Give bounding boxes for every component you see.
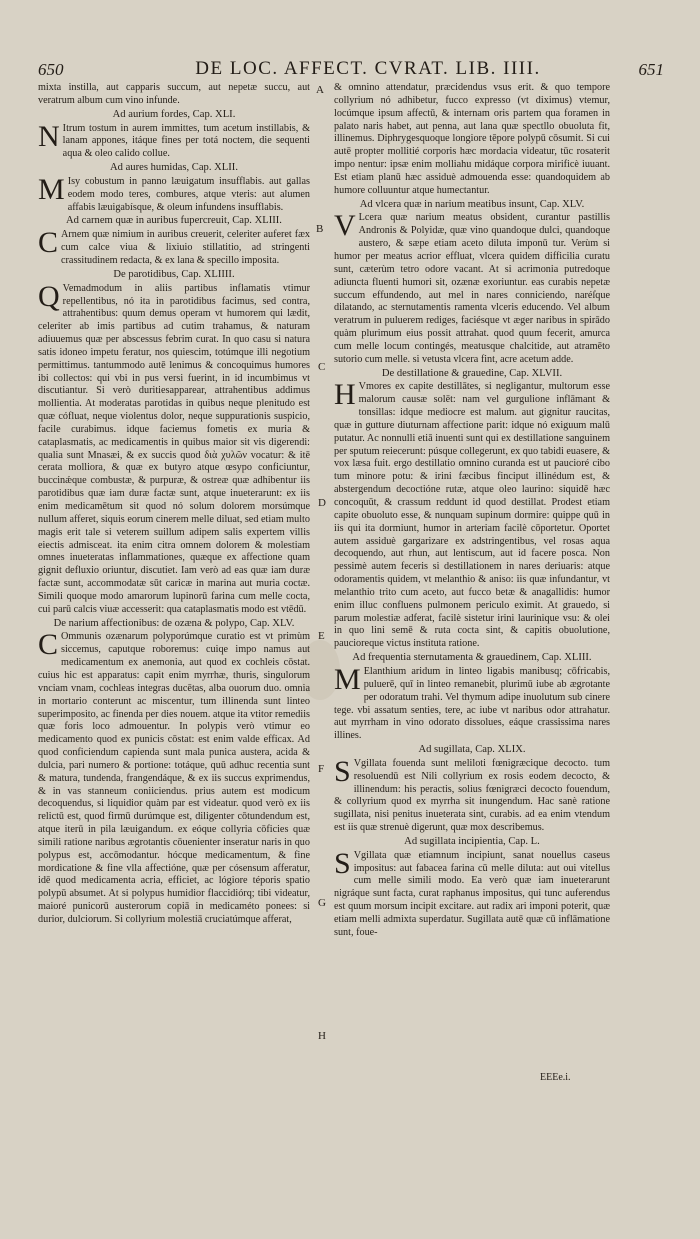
page-number-right: 651	[638, 60, 664, 79]
paragraph	[38, 119, 310, 162]
paragraph-text: Vemadmodum in aliis partibus inflamatis vtimur repellentibus, nó ita in parotidibus facimus, sed contra, attrahentibus: quum demus operam vt humorem qui lædit, celeriter ab imis partibus ad cutim trahamus, & naturam adiuuemus quæ per abscessus febrim curat. In quo casu si natura satis idoneo impetu feratur, nos quiescim, totúmque illi negotium permittimus. tantummodo autē lenimus & concoquimus humores ibi collectos: qui vbi in pus versi fuerint, in id incumbimus vt discutiantur. Si verò duritiesapparear, attrahentibus addimus mollientia. At moderatas parotidas in quibus neque plenitudo est quæ cófluat, neque violentus dolor, neque suppurationis suspicio, facile curabimus. idque faciemus fometis ex muria & cataplasmatis, ac medicamentis in quibus maior sit vis digerendi: qualia sunt Mnasæi, & ex succis quod διὰ χυλῶν vocatur: & itē cerata molliora, & quæ ex butyro atque œsypo conficiuntur, buccinǽque combustæ, & purpuræ, & ostreæ quæ adhibentur iis parotidibus quæ iam duræ factæ sunt, atque inueterarunt: ex iis enim medicamētum sit quod nó solum dolorem morsúmque nullum afferet, siquis eorum cinerem melle diluat, sed etiam multo magis erit tale si veterem suillum adipem salis expertem villis eiectis admisceat. ita enim citra omnem dolorem & molestiam omnes inueteratas inflammationes, quæque ex affectione quam gignit defluxio oriuntur, discutiet. Iam verò ad eas quæ iam duræ factæ sunt, accommodatæ sūt caricæ in marina aut muria coctæ. Simili quoque modo amarorum lupinorū farina cum melle cocta, cui parū calcis viuæ accesserit: qua cataplasmatis modo est vtēdū.	[38, 282, 310, 615]
paragraph-text: Vmores ex capite destillātes, si negligantur, multorum esse malorum causæ solēt: nam vel gurgulione inflāmant & tonsillas: idque mediocre est malum. aut gignitur raucitas, quæ in gutture diuturnam affectione parit: idque nó exiguum malū putatur. Ac nonnulli etiā inuenti sunt qui ex destillatione sanguinem per sputum reiecerunt: púsque collegerunt, ex quo tabidi euasere, & vox læsa fuit. ergo destillatio omnino curanda est ut paucioré cibo tum minore potu: & irini fæcibus finciput illinédum est, & abstergendum decoctióne rutæ, atque oleo laurino: siquidē hæc concoquūt, & crassum reddunt id quod destillat. Prodest etiam capite obuoluto esse, & nunquam supinum dormire: quippe quū in iis qui ita dormiunt, humor in arteriam facilè cōportetur. Oportet autem assiduè gargarizare ex adstringentibus, vel rosas aqua decoquendo, aut rhun, aut lentiscum, aut id facere posca. Non pessimè autem feceris si destillationem in nares deriuaris: atque odoramentis quidem, vt melanthio & aniso: iis quæ infundantur, vt melanthio trito cum aceto, aut fucco betæ & anagallidis: humor enim illuc confluens pulmonem periculo eximit. At grauedo, si parum molestiæ adferat, facilè sistetur irini laurinique vsu: & olei in quo lini semē & ruta cocta sint, & capitis obuolutione, paucioreque victus instituta ratione.	[334, 381, 610, 650]
drop-cap: M	[38, 172, 65, 206]
chapter-heading: Ad aurium fordes, Cap. XLI.	[112, 108, 236, 120]
paragraph-text: Isy cobustum in panno læuigatum insufflabis. aut gallas eodem modo teres, combures, atque vteris: aut alumen affabis læuigabísque, & oleum infundens insufflabis.	[67, 175, 310, 213]
drop-cap: M	[334, 662, 361, 696]
margin-letter: C	[318, 361, 326, 373]
page-number-left: 650	[38, 60, 64, 79]
chapter-heading: Ad vlcera quæ in narium meatibus insunt, Cap. XLV.	[359, 198, 585, 210]
margin-letter: B	[316, 223, 324, 235]
chapter-heading: Ad aures humidas, Cap. XLII.	[110, 162, 238, 174]
chapter-heading: Ad carnem quæ in auribus fupercreuit, Cap. XLIII.	[66, 215, 282, 227]
chapter-heading: De destillatione & grauedine, Cap. XLVII.	[381, 367, 563, 379]
chapter-heading: Ad sugillata, Cap. XLIX.	[418, 744, 526, 756]
drop-cap: S	[334, 846, 351, 880]
margin-letter: G	[318, 897, 326, 909]
running-title: DE LOC. AFFECT. CVRAT. LIB. IIII.	[195, 58, 541, 79]
paragraph-text: Ommunis ozænarum polyporúmque curatio est vt primùm siccemus, caputque roboremus: cuiqe impo namus aut medicamentum ex anemonia, aut quod ex cochleis cōstat. cuius hic est apparatus: capit enim myrrhæ, thuris, singulorum vnciam vnam, cochleas integras ducētas, alba ouorum duo. omnia in mortario conterunt ac miscentur, tum illinenda sunt linteo superimposito, ac finenda per dies nouem. atque ita vtitor remediis quæ foris loco admouentur. In polypis verò vtimur eo medicamento quod ex punicis cōstat: est enim valde efficax. Ad quod conficiendum capienda sunt mala punica austera, acida & dulcia, pari numero & portione: totáque, quū adhuc recentia sunt & matura, tundenda, frangendáque, & ex iis succus exprimendus, & in vas stanneum coniiciendus. prius autem est modicum decoquendus, si liquidior quàm par est videatur. quod verò ex iis relictū est, quod firmū durúmque est, diligenter cōtundendum est, atque iterū in pila læuigandum. ex eóque collyria cōficies quæ simili ratione naribus ægrotantis cōuenienter inseratur naris in quo polypus est, accōmodantur. hócque medicamentum, & fine mordicatione & fine vlla affectióne, quæ per cósensum afferatur, idē quod medicamenta acria, efficiet, ac lógiore téporis spatio polypū absumet. At si polypus humidior flaccidiórq; tibi videatur, maioré punicorū austerorum copiā in medicaméto ponees: si durior, dulciorum. Si collyrium molestiā cruciatúmque afferat,	[38, 631, 310, 925]
paragraph	[334, 209, 610, 366]
drop-cap: V	[334, 209, 356, 243]
chapter-heading: Ad frequentia sternutamenta & grauedinem, Cap. XLIII.	[352, 652, 592, 664]
margin-letter: H	[318, 1030, 326, 1042]
paragraph-text: Arnem quæ nimium in auribus creuerit, celeriter auferet fæx cum calce viua & lixiuio stillatitio, ad stringenti crassitudinem redacta, & ex lana & specillo imposita.	[61, 229, 310, 266]
left-column	[38, 82, 310, 928]
paragraph	[334, 846, 610, 940]
chapter-heading: Ad sugillata incipientia, Cap. L.	[404, 835, 540, 847]
paragraph	[38, 172, 310, 215]
drop-cap: N	[38, 119, 60, 153]
chapter-heading: De parotidibus, Cap. XLIIII.	[113, 268, 235, 280]
margin-letter: E	[318, 630, 325, 642]
paragraph	[334, 754, 610, 835]
catchword: EEEe.i.	[540, 1072, 571, 1083]
margin-letter: A	[316, 84, 324, 96]
paragraph	[38, 82, 310, 108]
paragraph-text: Vgillata fouenda sunt meliloti fœnigræcique decocto. tum resoluendū est Nili collyrium ex rosis eodem decocto, & illinendum: his peractis, solius fœnigræci decocto fouendum, & collyrium quod ex myrrha sit inungendum. Hac sanè ratione sugillata, nisi penitus inueterata sint, curabis. ad ea enim vtendum est iis quæ strenuè digerunt, quæ mox describemus.	[334, 757, 610, 834]
paragraph-text: Elanthium aridum in linteo ligabis manibusq; cōfricabis, puluerē, quī in linteo remanebit, plurimū iube ab ægrotante per odoratum trahi. Vel thymum adipe inuolutum sub cinere tege. vbi assatum senties, tere, ac iube vt naribus odor attrahatur. aut myrrham in vino odorato dissolues, eáque crassissima nares illines.	[334, 665, 610, 742]
drop-cap: C	[38, 628, 59, 662]
chapter-heading: De narium affectionibus: de ozæna & polypo, Cap. XLV.	[53, 617, 295, 629]
right-column	[334, 82, 610, 941]
drop-cap: Q	[38, 279, 60, 313]
drop-cap: C	[38, 226, 59, 260]
paragraph	[334, 82, 610, 198]
drop-cap: H	[334, 378, 356, 412]
paragraph-text: Vgillata quæ etiamnum incipiunt, sanat nouellus caseus impositus: aut fabacea farina cū melle diluta: aut oui vitellus cum melle simili modo. Ea verò quæ iam inueterarunt nigráque sunt facta, curat raphanus impositus, qui tunc auferendus est quum morsum incipit excitare. aut radix ari imponi poterit, quæ etiam melli admixta superdatur. Sugillata autē quæ cū inflāmatione sunt, foue-	[334, 849, 610, 938]
paragraph-text: & omnino attendatur, præcidendus vsus erit. & quo tempore collyrium nó adhibetur, fucco expresso (vt diximus) vtemur, locúmque ipsum affectū, & internam oris partem qua foramen in palato naris habet, aut penna, aut lana quæ spectllo obuoluta fit, illinemus. Diphrygesquoque longiore tēpore polypū cōsumit. Si cui autē propter mollitié corporis hæc mordacia videatur, tūc rosaterit impo nentur: ipsæ enim molliahu midáque corpora mirificè iuuant. Est etiam planū hæc assiduè admouenda esse: quandoquidem ab humore colluuntur atque humectantur.	[334, 82, 610, 196]
paragraph	[38, 226, 310, 268]
paragraph	[334, 378, 610, 651]
paragraph-text: Lcera quæ narium meatus obsident, curantur pastillis Andronis & Polyidæ, quæ vino quandoque dulci, quandoque austero, & sæpe etiam aceto diluta imponū tur. Verùm si humor per meatus acrior effluat, vlcera quidem difficilia curatu sunt, cæterùm tetro odore vacant. At si acrimonia putredoque adiuncta fluenti humori sit, ozænæ exoriuntur. eas curabis nepetæ succum effundendo, aut mel in nares conniciendo, naréſque dilatando, ac sternutamentis ramenta vlceris educendo. Vel album veratrum in puluerem rediges, faciésque vt æger naribus in spirādo quàm plurimum eius possit attrahat. quod quum fecerit, amurca cum melle locum contingés, meatusque chalcitide, aut atramēto sutorio cum melle. si vetusta vlcera fint, acre acetum adde.	[334, 212, 610, 365]
paragraph	[334, 662, 610, 743]
drop-cap: S	[334, 754, 351, 788]
paragraph	[38, 279, 310, 617]
margin-letter: D	[318, 497, 326, 509]
margin-letter: F	[318, 763, 325, 775]
paragraph	[38, 628, 310, 926]
paragraph-text: Itrum tostum in aurem immittes, tum acetum instillabis, & lanam appones, itáque fines per totá noctem, die sequenti aqua & oleo calido collue.	[62, 122, 310, 160]
paragraph-text: mixta instilla, aut capparis succum, aut nepetæ succu, aut veratrum album cum vino infunde.	[38, 82, 310, 106]
